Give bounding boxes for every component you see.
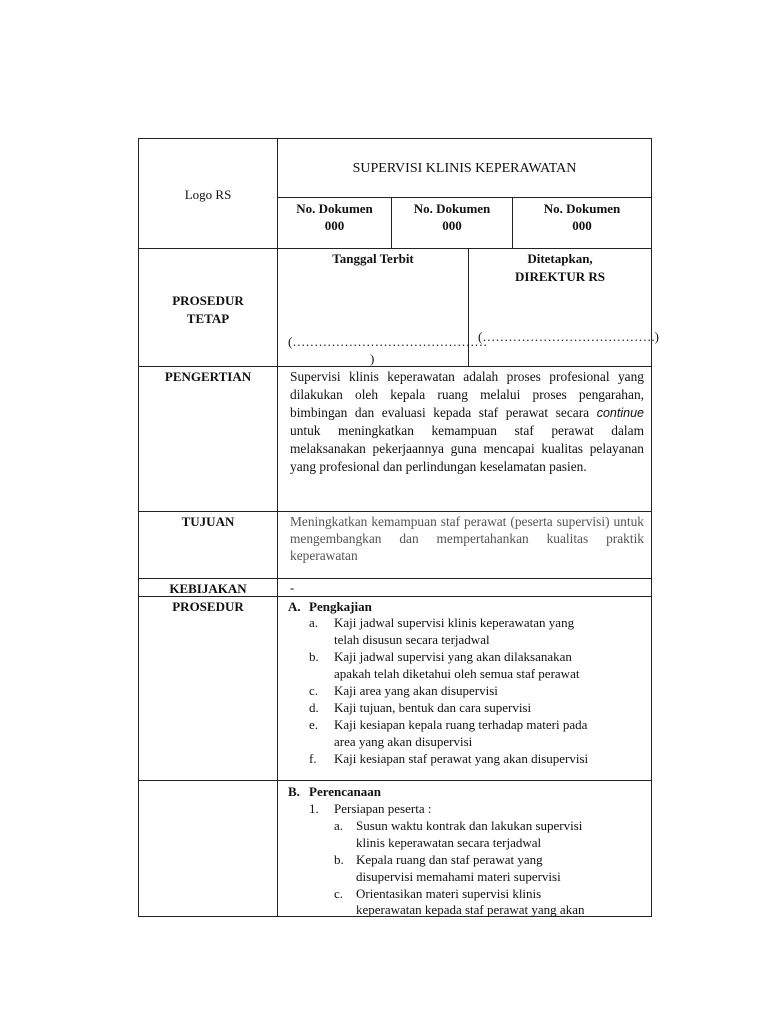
- list-item: [309, 648, 319, 665]
- section-b-title: Perencanaan: [309, 784, 381, 799]
- list-item-text: area yang akan disupervisi: [334, 734, 473, 749]
- list-item-text: Kaji jadwal supervisi klinis keperawatan yang: [334, 615, 575, 630]
- list-marker: b.: [334, 852, 344, 867]
- prosedur-a-divider: [138, 780, 652, 781]
- tujuan-label: TUJUAN: [181, 514, 235, 529]
- list-item-text: Kaji kesiapan staf perawat yang akan disupervisi: [334, 751, 589, 766]
- sub-list-title: Persiapan peserta :: [334, 801, 432, 816]
- list-item-text: klinis keperawatan secara terjadwal: [356, 835, 542, 850]
- kebijakan-value: -: [290, 580, 295, 595]
- list-marker: f.: [309, 751, 317, 766]
- list-item-text: Kepala ruang dan staf perawat yang: [356, 852, 543, 867]
- sub-list-marker: 1.: [309, 801, 319, 816]
- tujuan-text: Meningkatkan kemampuan staf perawat (peserta supervisi) untuk mengembangkan dan mempertahankan kualitas praktik keperawatan: [290, 514, 644, 563]
- list-item-text: disupervisi memahami materi supervisi: [356, 869, 561, 884]
- pengertian-label: PENGERTIAN: [164, 369, 252, 384]
- list-item: [309, 750, 317, 767]
- issue-signature-close: ): [370, 351, 375, 366]
- logo-placeholder: Logo RS: [184, 187, 232, 202]
- doc-number-label-3: No. Dokumen: [543, 201, 621, 216]
- section-b-marker: B.: [288, 784, 300, 799]
- list-marker: a.: [334, 818, 344, 833]
- list-marker: b.: [309, 649, 319, 664]
- list-item-text: Orientasikan materi supervisi klinis: [356, 886, 542, 901]
- doc-number-value-3: 000: [572, 218, 592, 233]
- list-item: [309, 614, 318, 631]
- list-item: [309, 682, 318, 699]
- pengertian-text-italic: continue: [596, 406, 644, 420]
- list-item: [309, 699, 319, 716]
- list-item-text: Kaji kesiapan kepala ruang terhadap materi pada: [334, 717, 588, 732]
- pengertian-text-part1: Supervisi klinis keperawatan adalah proses profesional yang dilakukan oleh kepala ruang melalui proses pengarahan, bimbingan dan evaluasi kepada staf perawat secara: [290, 369, 644, 420]
- pengertian-divider: [138, 511, 652, 512]
- list-marker: c.: [309, 683, 319, 698]
- list-item: [334, 817, 343, 834]
- list-item-text: apakah telah diketahui oleh semua staf perawat: [334, 666, 580, 681]
- prosedur-tetap-label: PROSEDUR TETAP: [172, 293, 244, 326]
- list-item: [309, 716, 318, 733]
- section-a-title: Pengkajian: [309, 599, 372, 614]
- doc-number-label-2: No. Dokumen: [413, 201, 491, 216]
- doc-number-value-2: 000: [442, 218, 462, 233]
- tujuan-divider: [138, 578, 652, 579]
- section-a-marker: A.: [288, 599, 301, 614]
- prosedur-label: PROSEDUR: [172, 599, 244, 614]
- list-item-text: telah disusun secara terjadwal: [334, 632, 490, 647]
- doc-number-label-1: No. Dokumen: [296, 201, 373, 216]
- pengertian-text-part2: untuk meningkatkan kemampuan staf perawat dalam melaksanakan pekerjaannya guna mencapai kualitas pelayanan yang profesional dan perlindungan keselamatan pasien.: [290, 423, 644, 474]
- issue-signature-line: (………………………………………: [288, 334, 488, 349]
- kebijakan-label: KEBIJAKAN: [169, 581, 247, 596]
- table-border-top: [138, 138, 652, 139]
- list-item-text: Susun waktu kontrak dan lakukan supervisi: [356, 818, 583, 833]
- doc-number-value-1: 000: [324, 218, 345, 233]
- table-border-right: [651, 138, 652, 917]
- header-row-divider: [138, 248, 652, 249]
- list-marker: d.: [309, 700, 319, 715]
- document-title: SUPERVISI KLINIS KEPERAWATAN: [352, 161, 577, 176]
- list-item: [334, 885, 343, 902]
- approved-signature-line: (………………………………….): [478, 329, 659, 344]
- issue-date-label: Tanggal Terbit: [332, 251, 414, 266]
- pengertian-text: [290, 368, 644, 476]
- header-title-divider: [277, 197, 652, 198]
- approved-label: Ditetapkan,: [527, 251, 593, 266]
- list-item-text: Kaji tujuan, bentuk dan cara supervisi: [334, 700, 532, 715]
- list-marker: a.: [309, 615, 319, 630]
- list-item: [334, 851, 344, 868]
- list-marker: c.: [334, 886, 344, 901]
- list-item-text: Kaji area yang akan disupervisi: [334, 683, 498, 698]
- list-item-text: keperawatan kepada staf perawat yang akan: [356, 902, 585, 917]
- list-marker: e.: [309, 717, 319, 732]
- prosedur-tetap-divider: [138, 366, 652, 367]
- list-item-text: Kaji jadwal supervisi yang akan dilaksanakan: [334, 649, 572, 664]
- approved-by: DIREKTUR RS: [515, 269, 605, 284]
